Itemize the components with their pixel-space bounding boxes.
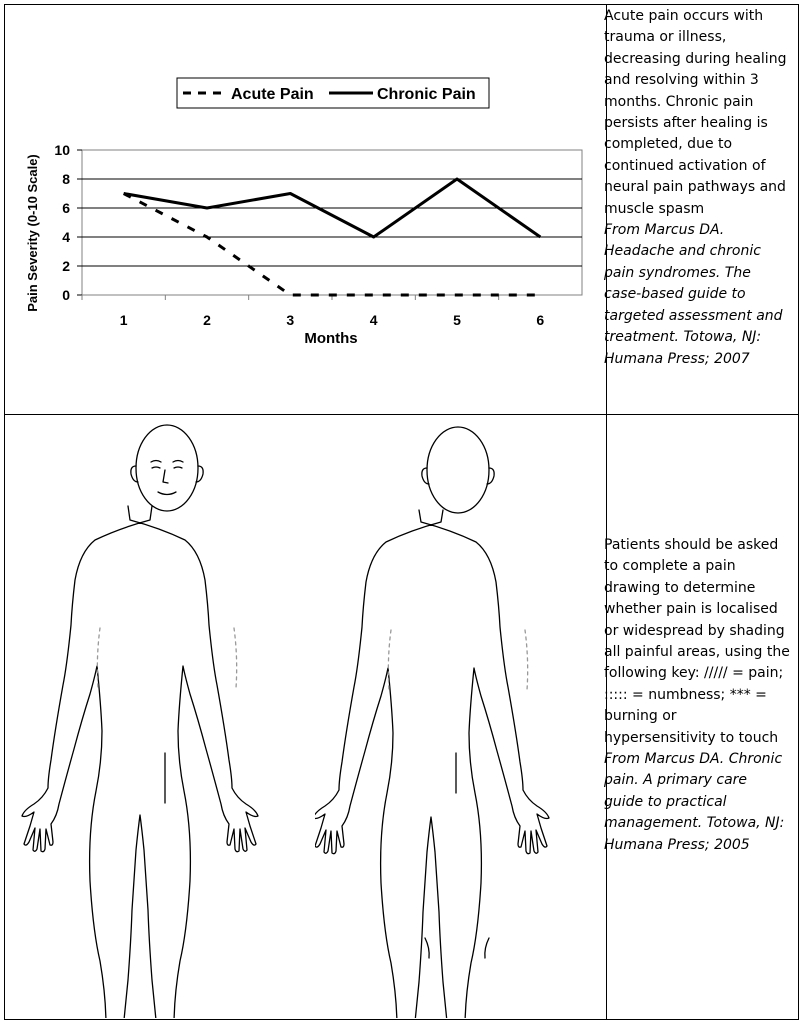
x-tick-label: 4: [369, 312, 378, 328]
x-tick-label: 5: [453, 312, 461, 328]
body-outline-front-icon: [10, 418, 310, 1018]
legend-label-chronic: Chronic Pain: [377, 86, 476, 103]
y-tick-label: 0: [62, 287, 70, 303]
y-tick-label: 6: [62, 200, 70, 216]
chart-citation: From Marcus DA. Headache and chronic pain syndromes. The case-based guide to targeted assessment and treatment. Totowa, NJ: Humana Press; 2007: [604, 222, 783, 367]
chart-description: Acute pain occurs with trauma or illness, decreasing during healing and resolving within 3 months. Chronic pain persists after healing is completed, due to continued activation of neural pain pathways and muscle spasm: [604, 8, 787, 217]
pain-drawing-description: Patients should be asked to complete a pain drawing to determine whether pain is localised or widespread by shading all painful areas, using the following key: ///// = pain; ::::: = numbness; *** = burning or hypersensitivity to touch: [604, 537, 790, 746]
plot-area: [82, 150, 582, 295]
y-tick-label: 2: [62, 258, 70, 274]
chart-legend: [177, 78, 489, 108]
x-tick-labels: [82, 295, 544, 328]
pain-drawing-citation: From Marcus DA. Chronic pain. A primary care guide to practical management. Totowa, NJ: Humana Press; 2005: [604, 751, 785, 853]
legend-label-acute: Acute Pain: [231, 86, 314, 103]
pain-severity-chart: [5, 5, 605, 415]
y-tick-label: 10: [54, 142, 70, 158]
x-axis-label: Months: [304, 330, 358, 347]
y-tick-label: 8: [62, 171, 70, 187]
y-tick-labels: [54, 142, 70, 303]
pain-drawing-description-cell: [604, 535, 790, 856]
chart-description-cell: [604, 6, 790, 370]
x-tick-label: 1: [119, 312, 128, 328]
y-tick-label: 4: [62, 229, 70, 245]
x-tick-label: 6: [536, 312, 545, 328]
body-outline-back-icon: [315, 418, 605, 1018]
x-tick-label: 3: [286, 312, 295, 328]
x-tick-label: 2: [203, 312, 211, 328]
y-axis-label: Pain Severity (0-10 Scale): [25, 154, 40, 312]
